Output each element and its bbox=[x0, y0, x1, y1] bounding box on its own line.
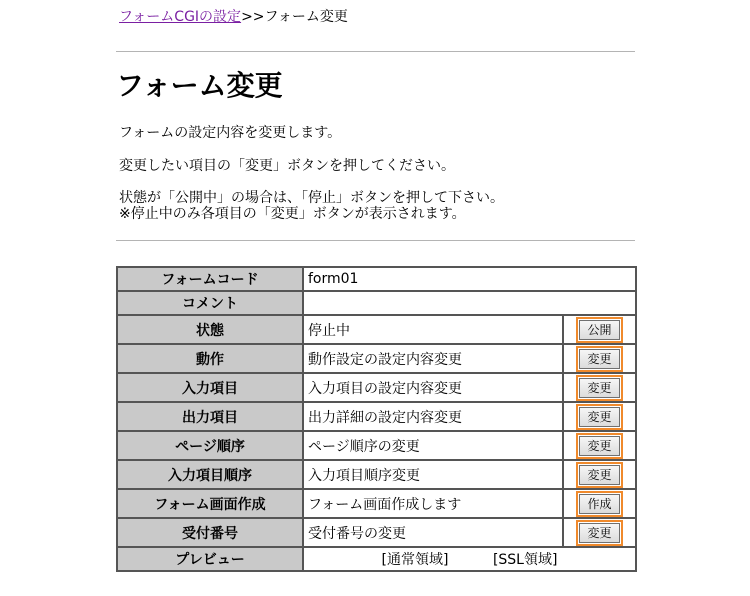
row-value: 動作設定の設定内容変更 bbox=[303, 344, 563, 373]
table-row-form-code bbox=[117, 267, 636, 291]
row-value: 入力項目の設定内容変更 bbox=[303, 373, 563, 402]
preview-links bbox=[303, 547, 636, 571]
description-line-4: ※停止中のみ各項目の「変更」ボタンが表示されます。 bbox=[119, 206, 466, 222]
table-row-page-order bbox=[117, 431, 636, 460]
change-input-item-order-button[interactable]: 変更 bbox=[579, 465, 619, 485]
breadcrumb-separator: >> bbox=[241, 9, 265, 25]
row-value: ページ順序の変更 bbox=[303, 431, 563, 460]
breadcrumb bbox=[119, 6, 348, 26]
breadcrumb-current: フォーム変更 bbox=[264, 9, 348, 25]
change-action-button[interactable]: 変更 bbox=[579, 349, 619, 369]
comment-label: コメント bbox=[117, 291, 303, 315]
table-row-input-items bbox=[117, 373, 636, 402]
table-row-form-screen bbox=[117, 489, 636, 518]
breadcrumb-link-form-cgi-settings[interactable]: フォームCGIの設定 bbox=[119, 9, 242, 25]
row-label: 受付番号 bbox=[117, 518, 303, 547]
table-row-status bbox=[117, 315, 636, 344]
row-value: フォーム画面作成します bbox=[303, 489, 563, 518]
create-form-screen-button[interactable]: 作成 bbox=[579, 494, 619, 514]
page-title: フォーム変更 bbox=[116, 69, 283, 102]
table-row-preview bbox=[117, 547, 636, 571]
preview-label: プレビュー bbox=[117, 547, 303, 571]
row-label: 入力項目順序 bbox=[117, 460, 303, 489]
row-label: 動作 bbox=[117, 344, 303, 373]
divider-top bbox=[116, 51, 635, 52]
table-row-action bbox=[117, 344, 636, 373]
table-row-input-item-order bbox=[117, 460, 636, 489]
row-label: フォーム画面作成 bbox=[117, 489, 303, 518]
change-page-order-button[interactable]: 変更 bbox=[579, 436, 619, 456]
row-value: 入力項目順序変更 bbox=[303, 460, 563, 489]
description-line-2: 変更したい項目の「変更」ボタンを押してください。 bbox=[119, 158, 455, 174]
row-value: 停止中 bbox=[303, 315, 563, 344]
form-code-value: form01 bbox=[303, 267, 636, 291]
table-row-output-items bbox=[117, 402, 636, 431]
comment-value bbox=[303, 291, 636, 315]
description-line-3: 状態が「公開中」の場合は、「停止」ボタンを押して下さい。 bbox=[119, 190, 504, 206]
preview-normal-link[interactable]: [通常領域] bbox=[381, 552, 449, 568]
divider-bottom bbox=[116, 240, 635, 241]
row-value: 出力詳細の設定内容変更 bbox=[303, 402, 563, 431]
row-label: 入力項目 bbox=[117, 373, 303, 402]
description-line-1: フォームの設定内容を変更します。 bbox=[119, 125, 342, 141]
row-label: 出力項目 bbox=[117, 402, 303, 431]
row-label: 状態 bbox=[117, 315, 303, 344]
preview-ssl-link[interactable]: [SSL領域] bbox=[492, 552, 558, 568]
form-code-label: フォームコード bbox=[117, 267, 303, 291]
table-row-comment bbox=[117, 291, 636, 315]
row-label: ページ順序 bbox=[117, 431, 303, 460]
change-output-items-button[interactable]: 変更 bbox=[579, 407, 619, 427]
row-value: 受付番号の変更 bbox=[303, 518, 563, 547]
publish-button[interactable]: 公開 bbox=[579, 320, 619, 340]
change-input-items-button[interactable]: 変更 bbox=[579, 378, 619, 398]
change-reception-number-button[interactable]: 変更 bbox=[579, 523, 619, 543]
table-row-reception-number bbox=[117, 518, 636, 547]
form-settings-table bbox=[116, 266, 637, 572]
